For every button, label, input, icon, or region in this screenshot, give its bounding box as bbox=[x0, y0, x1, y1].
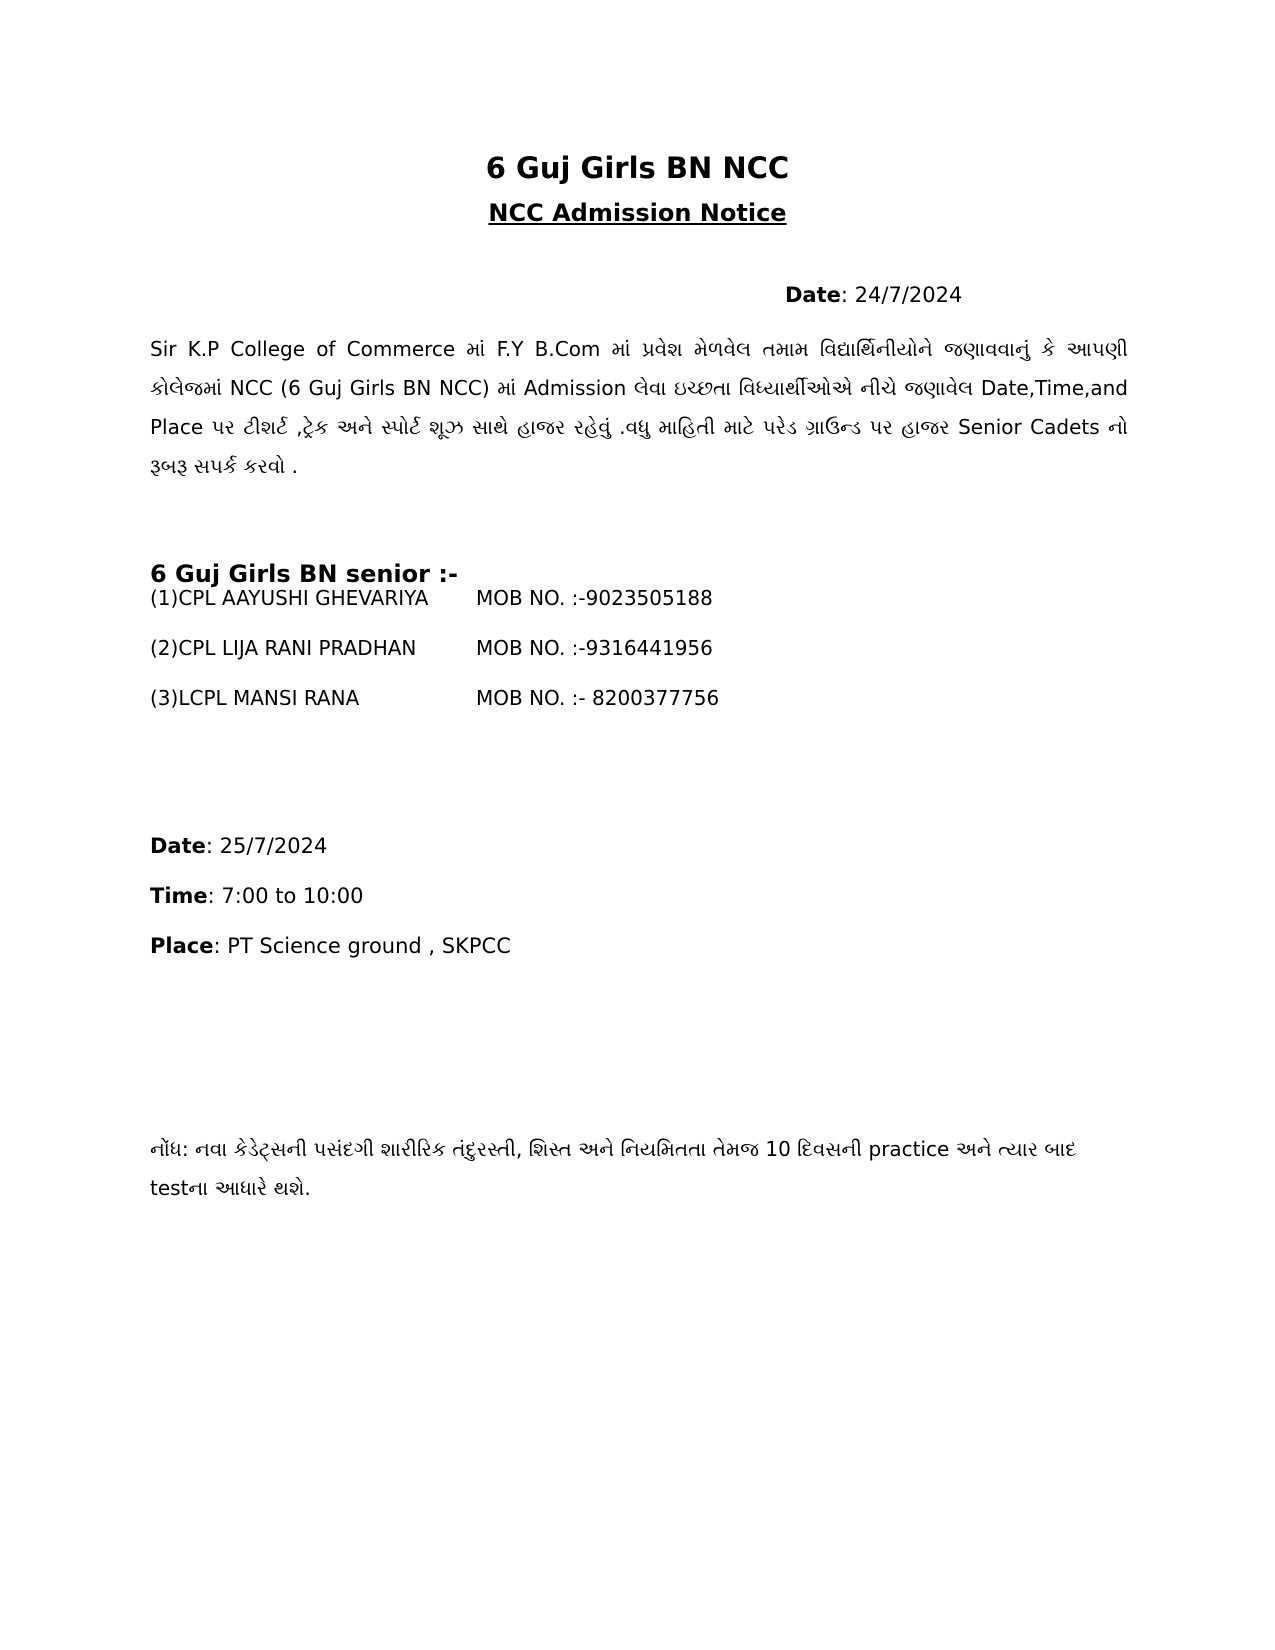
notice-date-value: : 24/7/2024 bbox=[840, 283, 963, 307]
event-date-label: Date bbox=[150, 834, 206, 858]
notice-body-paragraph: Sir K.P College of Commerce માં F.Y B.Com માં પ્રવેશ મેળવેલ તમામ વિદ્યાર્થિનીયોને જણાવવાનું કે આપણી કોલેજમાં NCC (6 Guj Girls BN NCC) માં Admission લેવા ઇચ્છતા વિધ્યાર્થીઓએ નીચે જણાવેલ Date,Time,and Place પર ટીશર્ટ ,ટ્રેક અને સ્પોર્ટ શૂઝ સાથે હાજર રહેવું .વધુ માહિતી માટે પરેડ ગ્રાઉન્ડ પર હાજર Senior Cadets નો રૂબરૂ સપર્ક કરવો . bbox=[150, 337, 1128, 478]
event-date bbox=[150, 832, 327, 860]
notice-date-label: Date bbox=[785, 283, 841, 307]
event-time-value: : 7:00 to 10:00 bbox=[207, 884, 364, 908]
senior-mobile: MOB NO. :-9316441956 bbox=[476, 636, 713, 660]
page-title: 6 Guj Girls BN NCC bbox=[485, 151, 790, 185]
selection-note: નોંધ: નવા કેડેટ્સની પસંદગી શારીરિક તંદુરસ્તી, શિસ્ત અને નિયમિતતા તેમજ 10 દિવસની practice અને ત્યાર બાદ testના આધારે થશે. bbox=[150, 1137, 1077, 1200]
senior-name: (2)CPL LIJA RANI PRADHAN bbox=[150, 636, 417, 660]
notice-date bbox=[785, 281, 962, 309]
event-place bbox=[150, 932, 511, 960]
senior-mobile: MOB NO. :- 8200377756 bbox=[476, 686, 720, 710]
seniors-heading: 6 Guj Girls BN senior :- bbox=[150, 560, 458, 588]
event-time-label: Time bbox=[150, 884, 208, 908]
senior-name: (1)CPL AAYUSHI GHEVARIYA bbox=[150, 586, 429, 610]
event-time bbox=[150, 882, 364, 910]
senior-mobile: MOB NO. :-9023505188 bbox=[476, 586, 713, 610]
notice-subtitle: NCC Admission Notice bbox=[488, 199, 787, 227]
event-place-value: : PT Science ground , SKPCC bbox=[213, 934, 511, 958]
senior-name: (3)LCPL MANSI RANA bbox=[150, 686, 360, 710]
event-date-value: : 25/7/2024 bbox=[205, 834, 328, 858]
event-place-label: Place bbox=[150, 934, 214, 958]
